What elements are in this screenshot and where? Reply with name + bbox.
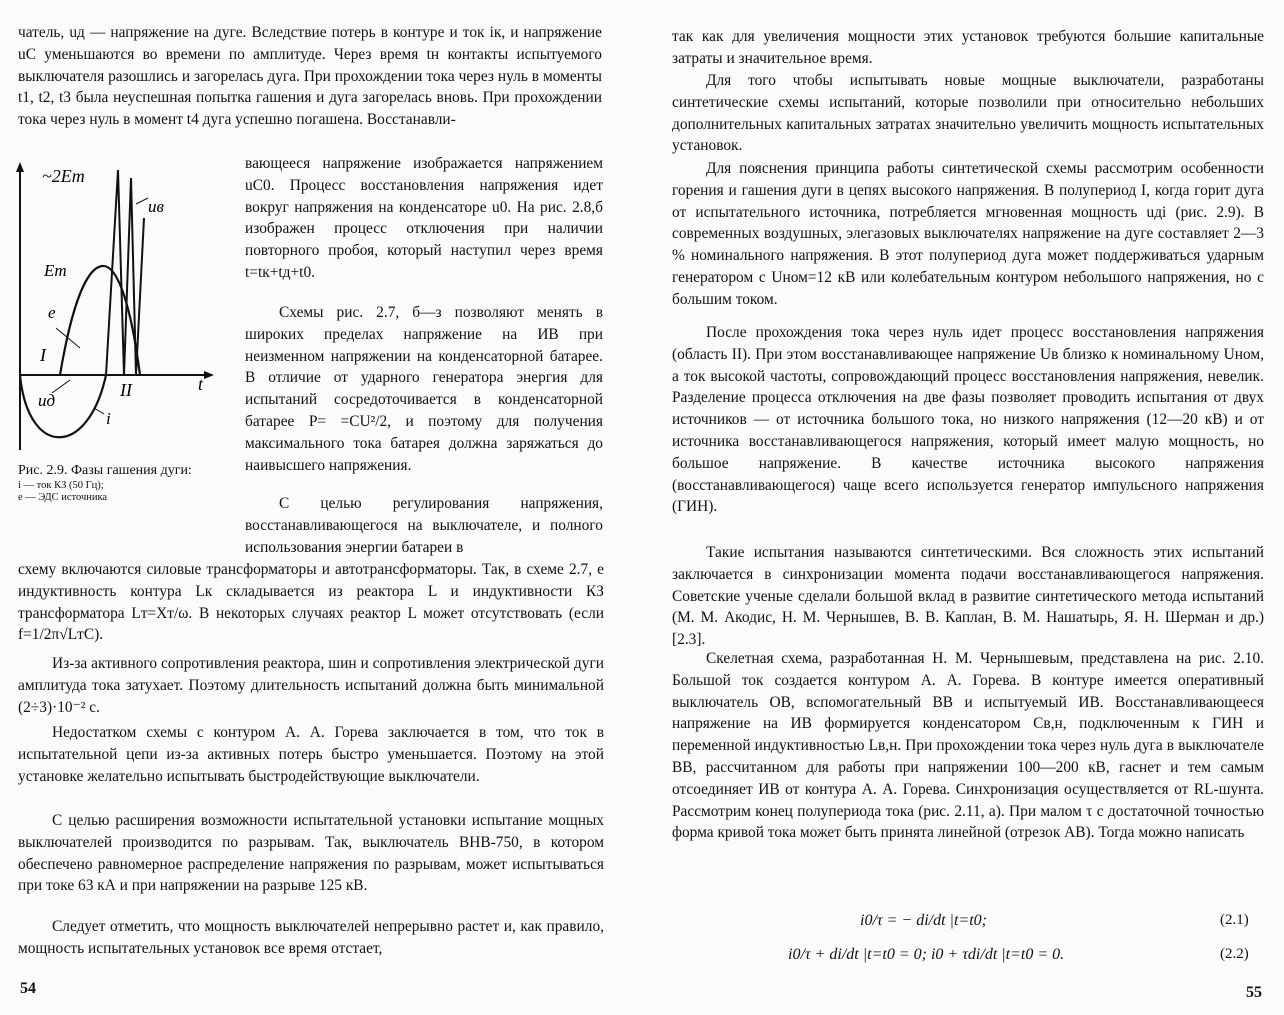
arc-phases-diagram [8, 158, 238, 458]
beside-figure-paragraph-2: Схемы рис. 2.7, б—з позволяют менять в широких пределах напряжение на ИВ при неизменном напряжении на конденсаторной батарее. В отличие от ударного генератора энергия для испытаний сосредоточивается в конденсаторной батарее P= =CU²/2, и поэтому для получения максимального тока батарея должна заряжаться до наивысшего напряжения. [245, 304, 603, 474]
page-number-right: 55 [1246, 984, 1262, 1001]
continued-paragraph: схему включаются силовые трансформаторы и автотрансформаторы. Так, в схеме 2.7, е индуктивность контура Lк складывается из реактора L и индуктивности КЗ трансформатора Lт=Xт/ω. В некоторых случаях реактор L может отсутствовать (если f=1/2π√LтC). [18, 561, 604, 644]
label-ud: uд [38, 391, 56, 410]
uv-leader [136, 198, 148, 204]
i-leader [94, 408, 104, 414]
equation-2-1-number: (2.1) [1220, 912, 1249, 928]
right-page [660, 0, 1284, 1015]
right-paragraph-6: Скелетная схема, разработанная Н. М. Чернышевым, представлена на рис. 2.10. Большой ток создается контуром А. А. Горева. В контуре имеется оперативный выключатель ОВ, вспомогательный ВВ и испытуемый ИВ. Восстанавливающееся напряжение на ИВ формируется конденсатором Cв,н, подключенным к ГИН и переменной индуктивностью Lв,н. При прохождении тока через нуль дуга в выключателе ВВ, рассчитанном для работы при напряжении 100—200 кВ, гаснет и тем самым отсоединяет ИВ от контура А. А. Горева. Синхронизация осуществляется от RL-шунта. Рассмотрим конец полупериода тока (рис. 2.11, а). При малом τ с достаточной точностью форма кривой тока может быть принята линейной (отрезок AB). Тогда можно написать [672, 650, 1264, 842]
equation-2-2: i0/τ + di/dt |t=t0 = 0; i0 + τdi/dt |t=t0 = 0. [788, 946, 1065, 963]
equation-2-2-number: (2.2) [1220, 946, 1249, 962]
vertical-axis-arrow [16, 162, 24, 172]
paragraph-drawback: Недостатком схемы с контуром А. А. Горева заключается в том, что ток в испытательной цепи из-за активных потерь быстро уменьшается. Поэтому на этой установке желательно испытывать быстродействующие выключатели. [18, 724, 604, 785]
label-i: i [106, 409, 111, 428]
caption-e: e — ЭДС источника [18, 492, 108, 503]
caption-title: Рис. 2.9. Фазы гашения дуги: [18, 463, 192, 478]
equation-2-1: i0/τ = − di/dt |t=t0; [860, 912, 987, 929]
right-paragraph-3: Для пояснения принципа работы синтетической схемы рассмотрим особенности горения и гашения дуги в цепях высокого напряжения. В полупериод I, когда горит дуга от испытательного источника, потребляется мгновенная мощность uдi (рис. 2.9). В современных воздушных, элегазовых выключателях напряжение на дуге составляет 2—3 % номинального напряжения. В этот полупериод дуга может поддерживаться ударным генератором с Uном=12 кВ или колебательным контуром небольшого напряжения, но с большим током. [672, 160, 1264, 308]
time-axis-arrow [204, 371, 214, 379]
beside-figure-paragraph-3: С целью регулирования напряжения, восстанавливающегося на выключателе, и полного использования энергии батареи в [245, 495, 603, 556]
label-t: t [198, 374, 204, 394]
current-curve [20, 375, 106, 437]
paragraph-damping: Из-за активного сопротивления реактора, шин и сопротивления электрической дуги амплитуда тока затухает. Поэтому длительность испытаний должна быть минимальной (2÷3)·10⁻² с. [18, 655, 604, 716]
right-paragraph-5: Такие испытания называются синтетическими. Вся сложность этих испытаний заключается в синхронизации момента подачи восстанавливающегося напряжения. Советские ученые сделали большой вклад в развитие синтетического метода испытаний (М. М. Акодис, Н. М. Чернышев, В. В. Каплан, В. М. Нашатырь, Я. Н. Шерман и др.) [2.3]. [672, 544, 1264, 649]
right-paragraph-1: так как для увеличения мощности этих установок требуются большие капитальные затраты и значительное время. [672, 28, 1264, 67]
paragraph-breaks: С целью расширения возможности испытательной установки испытание мощных выключателей производится по разрывам. Так, выключатель ВНВ-750, в котором обеспечено равномерное распределение напряжения по разрывам, может испытываться при токе 63 кА и при напряжении на разрыве 125 кВ. [18, 812, 604, 895]
left-top-paragraph: чатель, uд — напряжение на дуге. Вследствие потерь в контуре и ток iк, и напряжение uC уменьшаются во времени по амплитуде. Через время tн контакты испытуемого выключателя разошлись и загорелась дуга. При прохождении тока через нуль в моменты t1, t2, t3 была неуспешная попытка гашения и дуга загорелась вновь. При прохождении тока через нуль в момент t4 дуга успешно погашена. Восстанавли- [18, 24, 602, 129]
label-phase-I: I [40, 345, 46, 365]
page-number-left: 54 [20, 980, 36, 997]
label-uv: uв [148, 197, 164, 216]
label-2Em: ~2Em [42, 166, 85, 186]
right-paragraph-4: После прохождения тока через нуль идет процесс восстановления напряжения (область II). При этом восстанавливающее напряжение Uв близко к номинальному Uном, а ток высокой частоты, сопровождающий процесс восстановления напряжения, невелик. Разделение процесса отключения на две фазы позволяет проводить испытания от двух источников — от источника большого тока, но низкого напряжения (12—20 кВ) и от источника восстанавливающегося напряжения, который имеет малую мощность, но большое напряжение. В качестве источника высокого напряжения (восстанавливающегося) чаще всего используется генератор импульсного напряжения (ГИН). [672, 324, 1264, 516]
figure-caption [18, 462, 238, 504]
paragraph-power-growth: Следует отметить, что мощность выключателей непрерывно растет и, как правило, мощность испытательных установок все время отстает, [18, 918, 604, 957]
label-phase-II: II [120, 380, 132, 400]
recovery-voltage-curve [106, 170, 144, 375]
right-paragraph-2: Для того чтобы испытывать новые мощные выключатели, разработаны синтетические схемы испытаний, которые позволили при относительно небольших дополнительных капитальных затратах значительно увеличить мощность испытательных установок. [672, 72, 1264, 155]
left-page [0, 0, 630, 1015]
caption-i: i — ток КЗ (50 Гц); [18, 480, 104, 491]
label-e: e [48, 303, 56, 322]
label-Em: Em [44, 261, 67, 280]
beside-figure-paragraph-1: вающееся напряжение изображается напряжением uC0. Процесс восстановления напряжения идет вокруг напряжения на конденсаторе u0. На рис. 2.8,б изображен процесс отключения при наличии повторного пробоя, который наступил через время t=tк+tд+t0. [245, 155, 603, 281]
figure-2-9 [8, 158, 238, 458]
